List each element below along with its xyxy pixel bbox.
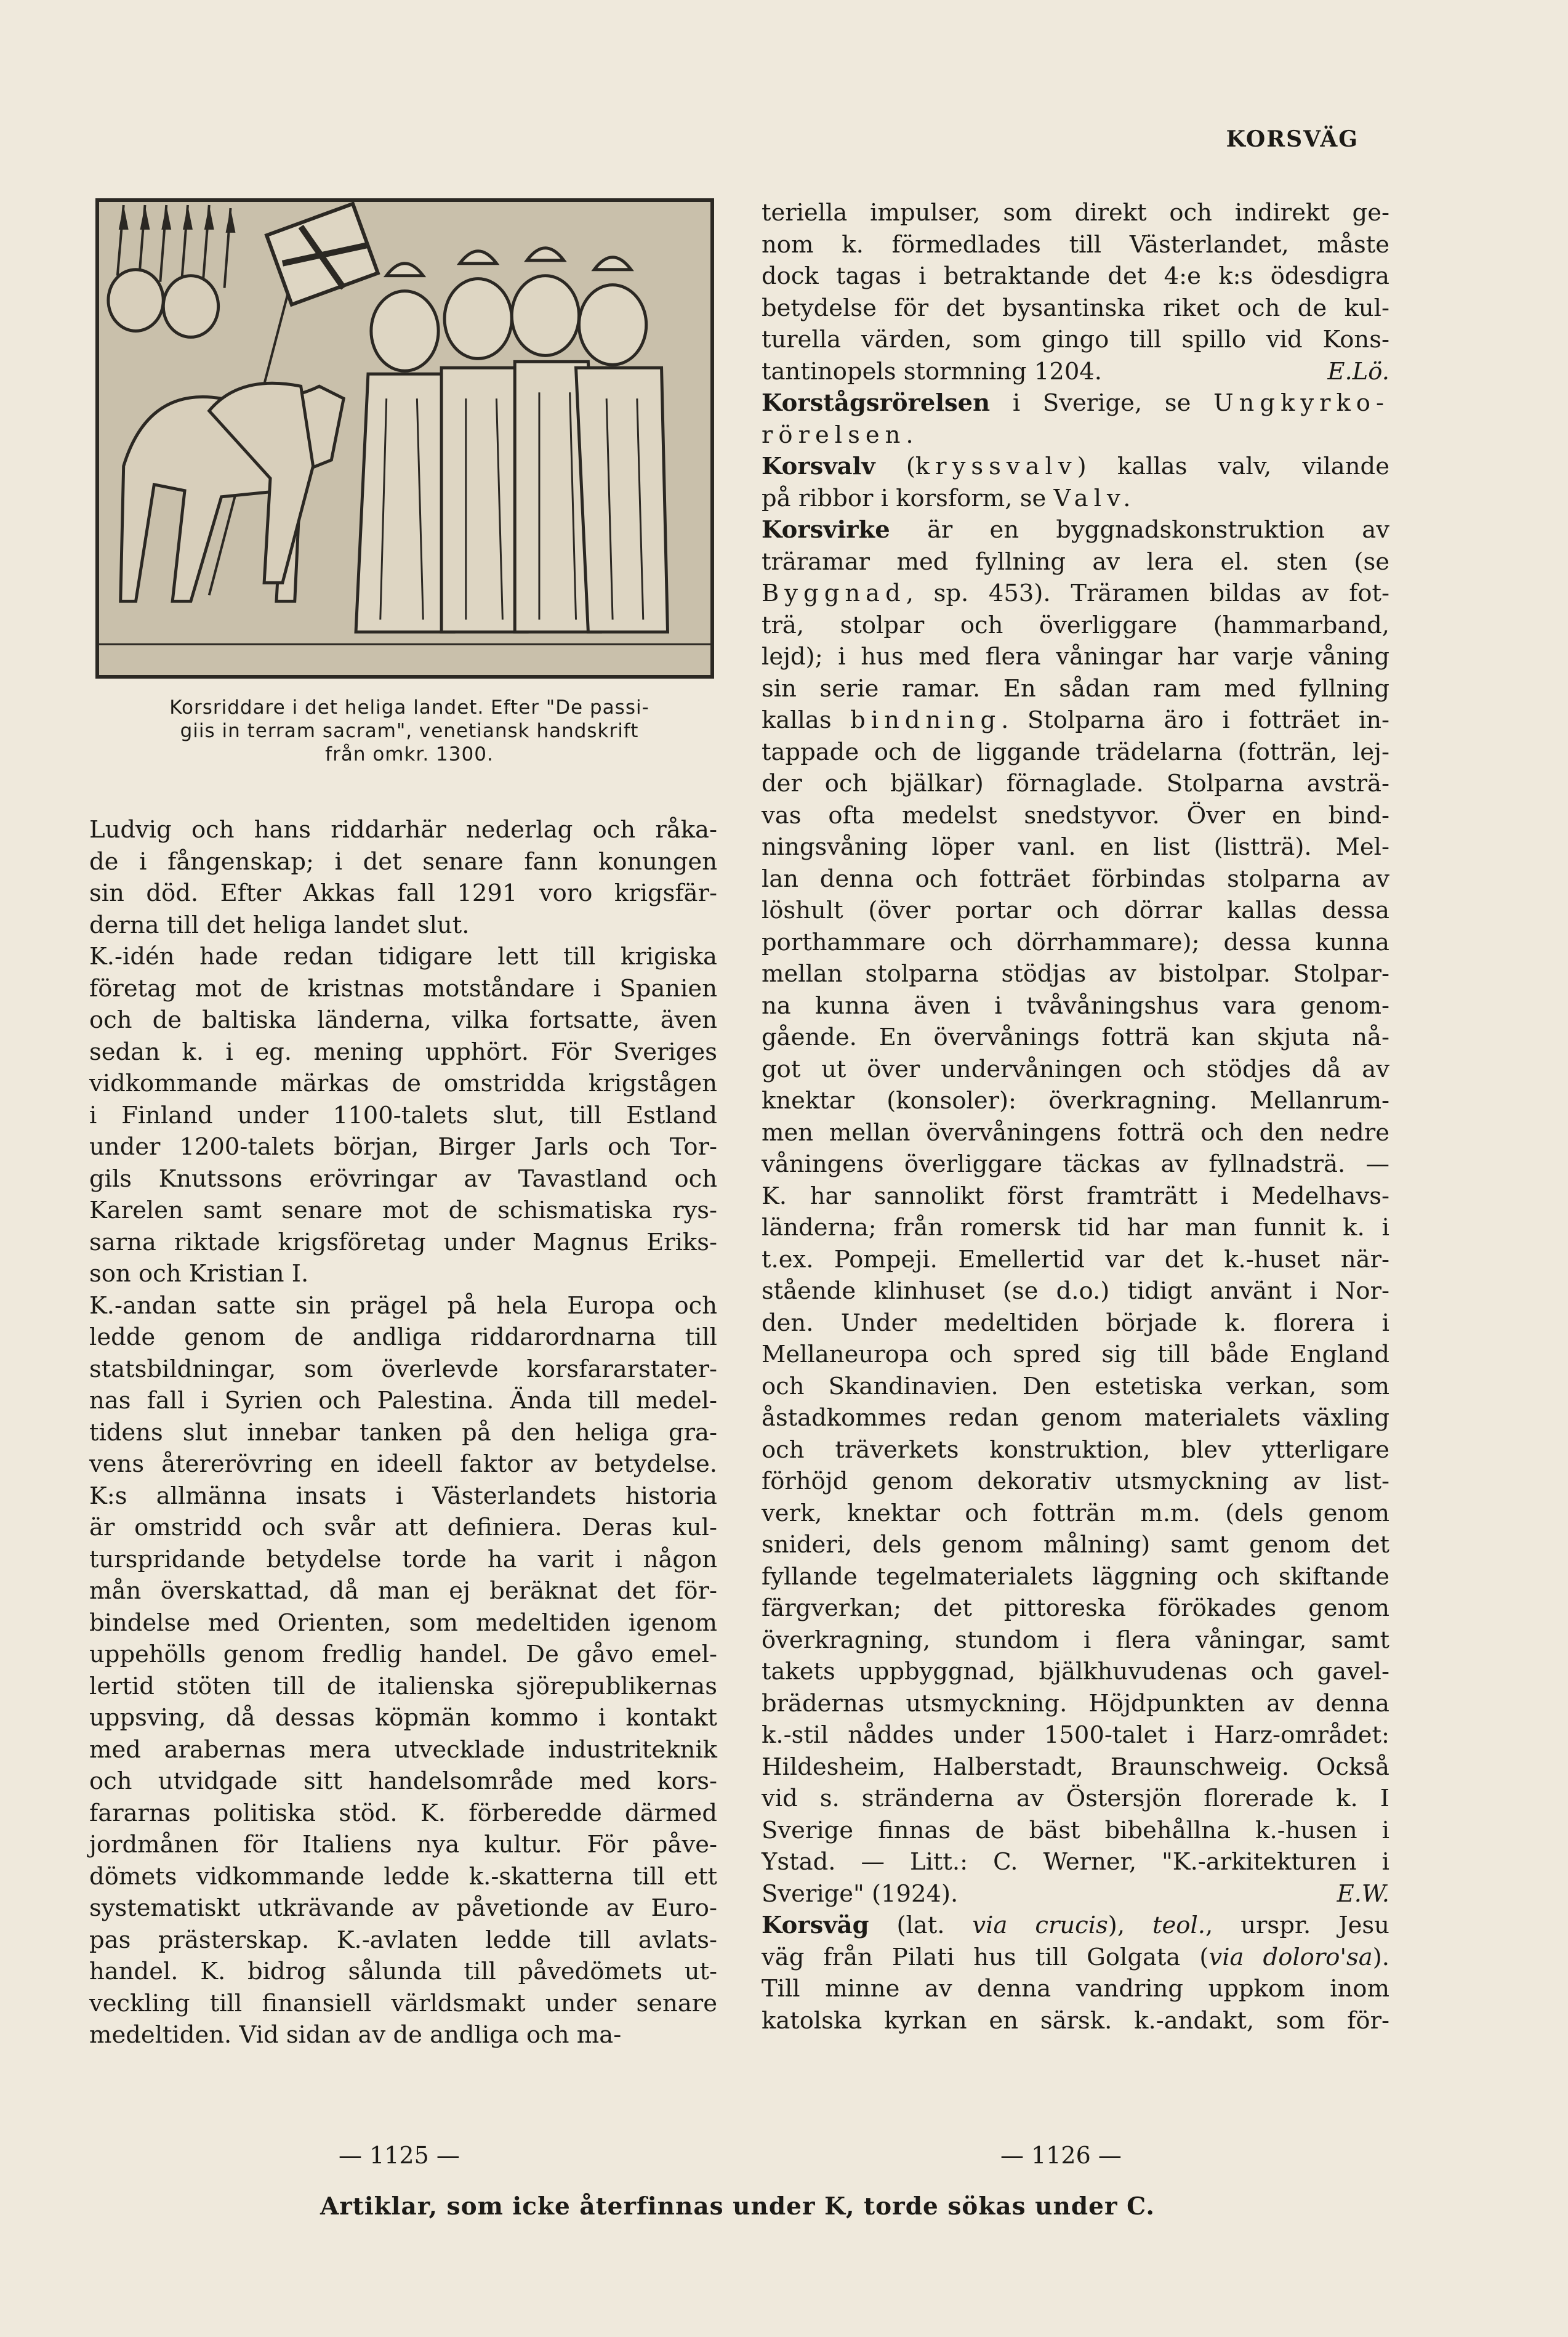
text-line: sniderі, dels genom målning) samt genom det [762, 1531, 1389, 1559]
cross-reference: Ungkyrko- [1213, 389, 1389, 417]
text-line: förhöjd genom dekorativ utsmyckning av list- [762, 1467, 1389, 1495]
cross-reference: Byggnad [762, 579, 906, 607]
text-line: tappade och de liggande trädelarna (fotträn, lej- [762, 738, 1389, 766]
text-line [762, 483, 1389, 515]
text-fragment: , sp. 453). Träramen bildas av fot- [906, 579, 1389, 607]
text-line: mån överskattad, då man ej beräknat det för- [89, 1577, 717, 1605]
text-line: fararnas politiska stöd. K. förberedde därmed [89, 1799, 717, 1827]
text-line: träramar med fyllning av lera el. sten (se [762, 547, 1389, 576]
text-fragment: . Stolparna äro i fotträet in- [1001, 706, 1389, 734]
entry-korsvirke [762, 514, 1389, 546]
text-fragment: är en byggnadskonstruktion av [890, 516, 1389, 544]
text-line: gils Knutssons erövringar av Tavastland och [89, 1164, 717, 1193]
text-line [762, 1942, 1389, 1974]
text-line: sin serie ramar. En sådan ram med fyllning [762, 674, 1389, 703]
text-line: mellan stolparna stödjas av bistolpar. Stolpar- [762, 960, 1389, 988]
text-line: Hildesheim, Halberstadt, Braunschweig. Också [762, 1753, 1389, 1781]
text-line [762, 1878, 1389, 1910]
text-line: åstadkommes redan genom materialets växling [762, 1404, 1389, 1432]
text-line: lertid stöten till de italienska sjörepublikernas [89, 1672, 717, 1700]
text-line: handel. K. bidrog sålunda till påvedömets ut- [89, 1958, 717, 1985]
text-line: turspridande betydelse torde ha varit i någon [89, 1545, 717, 1573]
spaced-term: bindning [850, 706, 1002, 734]
text-line: statsbildningar, som överlevde korsfararstater- [89, 1355, 717, 1383]
text-line: ledde genom de andliga riddarordnarna till [89, 1323, 717, 1351]
text-line [762, 419, 1389, 451]
footer-note: Artiklar, som icke återfinnas under K, torde sökas under C. [320, 2192, 1155, 2221]
text-line: Mellaneuropa och spred sig till både England [762, 1341, 1389, 1368]
text-line: våningens överliggare täckas av fyllnadsträ. — [762, 1150, 1389, 1178]
text-fragment: på ribbor i korsform, se [762, 484, 1054, 512]
text-line: företag mot de kristnas motståndare i Spanien [89, 974, 717, 1003]
text-line: t.ex. Pompeji. Emellertid var det k.-huset när- [762, 1245, 1389, 1273]
text-line: lejd); i hus med flera våningar har varje våning [762, 643, 1389, 671]
text-line: ningsvåning löper vanl. en list (listträ). Mel- [762, 833, 1389, 861]
text-line: länderna; från romersk tid har man funnit k. i [762, 1214, 1389, 1241]
text-fragment: väg från Pilati hus till Golgata ( [762, 1943, 1209, 1971]
text-line: överkragning, stundom i flera våningar, samt [762, 1626, 1389, 1654]
text-line: tidens slut innebar tanken på den heliga gra- [89, 1418, 717, 1447]
headword: Korsväg [762, 1911, 869, 1939]
caption-line: Korsriddare i det heliga landet. Efter "De passi- [169, 696, 649, 719]
text-fragment: ), [1108, 1911, 1153, 1939]
text-fragment: , urspr. Jesu [1205, 1911, 1389, 1939]
text-line: turella värden, som gingo till spillo vid Kons- [762, 326, 1389, 353]
text-fragment: i Sverige, se [990, 389, 1214, 417]
text-line: betydelse för det bysantinska riket och de kul- [762, 294, 1389, 322]
text-line: vidkommande märkas de omstridda krigstågen [89, 1070, 717, 1097]
text-line: med arabernas mera utvecklade industriteknik [89, 1735, 717, 1764]
text-line: K.-idén hade redan tidigare lett till krigiska [89, 943, 717, 971]
text-line: och träverkets konstruktion, blev ytterligare [762, 1435, 1389, 1464]
text-line: na kunna även i tvåvåningshus vara genom- [762, 991, 1389, 1020]
text-line: färgverkan; det pittoreska förökades genom [762, 1594, 1389, 1622]
text-line: bindelse med Orienten, som medeltiden igenom [89, 1608, 717, 1637]
text-line: gående. En övervånings fotträ kan skjuta nå- [762, 1023, 1389, 1051]
left-column [89, 814, 717, 2051]
signature: E.Lö. [1327, 357, 1389, 385]
text-line: stående klinhuset (se d.o.) tidigt använt i Nor- [762, 1277, 1389, 1305]
latin-term: via doloro'sa [1208, 1943, 1373, 1971]
text-line: de i fångenskap; i det senare fann konungen [89, 847, 717, 876]
text-line: dock tagas i betraktande det 4:e k:s ödesdigra [762, 262, 1389, 290]
text-fragment: kallas [762, 706, 851, 734]
text-line [762, 578, 1389, 610]
entry-korstagsrorelsen [762, 387, 1389, 419]
text-fragment: ) kallas valv, vilande [1077, 453, 1389, 480]
text-line: och de baltiska länderna, vilka fortsatte, även [89, 1006, 717, 1034]
text-line: vens återerövring en ideell faktor av betydelse. [89, 1450, 717, 1478]
text-line: medeltiden. Vid sidan av de andliga och ma- [89, 2021, 622, 2049]
headword: Korstågsrörelsen [762, 389, 991, 417]
text-line: K.-andan satte sin prägel på hela Europa och [89, 1291, 717, 1320]
text-line: teriella impulser, som direkt och indirekt ge- [762, 199, 1389, 227]
text-line: verk, knektar och fotträn m.m. (dels genom [762, 1499, 1389, 1527]
text-line: K. har sannolikt först framträtt i Medelhavs- [762, 1182, 1389, 1210]
text-line: nom k. förmedlades till Västerlandet, måste [762, 230, 1389, 259]
text-line: vas ofta medelst snedstyvor. Över en bind- [762, 801, 1389, 829]
text-line: knektar (konsoler): överkragning. Mellanrum- [762, 1087, 1389, 1115]
text-line: fyllande tegelmaterialets läggning och skiftande [762, 1562, 1389, 1591]
cross-reference: rörelsen. [762, 421, 919, 449]
page-number-left: — 1125 — [339, 2142, 460, 2169]
text-fragment: tantinopels stormning 1204. [762, 357, 1103, 385]
text-line: sarna riktade krigsföretag under Magnus Eriks- [89, 1228, 717, 1256]
text-line: systematiskt utkrävande av påvetionde av Euro- [89, 1894, 717, 1922]
text-line: got ut över undervåningen och stödjes då av [762, 1055, 1389, 1083]
text-line: men mellan övervåningens fotträ och den nedre [762, 1118, 1389, 1147]
text-line: brädernas utsmyckning. Höjdpunkten av denna [762, 1689, 1389, 1717]
signature: E.W. [1337, 1879, 1389, 1908]
text-line: nas fall i Syrien och Palestina. Ända till medel- [89, 1387, 717, 1415]
text-line: i Finland under 1100-talets slut, till Estland [89, 1101, 717, 1129]
text-line: sedan k. i eg. mening upphört. För Sveriges [89, 1038, 717, 1066]
text-fragment: (lat. [869, 1911, 973, 1939]
text-line: veckling till finansiell världsmakt under senare [89, 1989, 717, 2017]
text-line: vid s. stränderna av Östersjön florerade k. I [762, 1785, 1389, 1812]
abbreviation: teol. [1152, 1911, 1206, 1939]
text-line: Till minne av denna vandring uppkom inom [762, 1975, 1389, 2003]
text-line: lan denna och fotträet förbindas stolparna av [762, 865, 1389, 893]
text-line: son och Kristian I. [89, 1260, 309, 1288]
spaced-term: kryssvalv [915, 453, 1077, 480]
text-line: dömets vidkommande ledde k.-skatterna till ett [89, 1862, 717, 1891]
headword: Korsvalv [762, 453, 875, 480]
text-line: jordmånen för Italiens nya kultur. För påve- [89, 1831, 717, 1859]
text-line: der och bjälkar) förnaglade. Stolparna avsträ- [762, 770, 1389, 797]
entry-korsvalv [762, 451, 1389, 483]
text-line: takets uppbyggnad, bjälkhuvudenas och gavel- [762, 1658, 1389, 1685]
text-line: derna till det heliga landet slut. [89, 911, 470, 939]
figure-caption [105, 696, 714, 766]
text-line: och utvidgade sitt handelsområde med kors- [89, 1767, 717, 1795]
text-line: är omstridd och svår att definiera. Deras kul- [89, 1514, 717, 1541]
text-line: uppehölls genom fredlig handel. De gåvo emel- [89, 1641, 717, 1668]
crusaders-illustration-icon [99, 202, 710, 675]
text-line: K:s allmänna insats i Västerlandets historia [89, 1482, 717, 1510]
latin-term: via crucis [972, 1911, 1108, 1939]
text-line: Ystad. — Litt.: C. Werner, "K.-arkitekturen i [762, 1848, 1389, 1876]
entry-korsvag [762, 1910, 1389, 1942]
text-line: Sverige finnas de bäst bibehållna k.-husen i [762, 1816, 1389, 1844]
headword: Korsvirke [762, 516, 890, 544]
text-line: katolska kyrkan en särsk. k.-andakt, som för- [762, 2006, 1389, 2035]
text-line: trä, stolpar och överliggare (hammarband, [762, 611, 1389, 639]
text-line: pas prästerskap. K.-avlaten ledde till avlats- [89, 1926, 717, 1954]
running-head: KORSVÄG [1226, 126, 1359, 152]
text-line: sin död. Efter Akkas fall 1291 voro krigsfär- [89, 879, 717, 907]
page-number-right: — 1126 — [1000, 2142, 1122, 2169]
text-fragment: ( [875, 453, 915, 480]
text-fragment: ). [1372, 1943, 1390, 1971]
right-column [762, 197, 1389, 2036]
text-line [762, 356, 1389, 388]
text-line: och Skandinavien. Den estetiska verkan, som [762, 1372, 1389, 1400]
text-line: porthammare och dörrhammare); dessa kunna [762, 928, 1389, 956]
text-line: Karelen samt senare mot de schismatiska rys- [89, 1197, 717, 1224]
caption-line: från omkr. 1300. [325, 743, 494, 765]
text-line: löshult (över portar och dörrar kallas dessa [762, 897, 1389, 924]
text-line: Ludvig och hans riddarhär nederlag och råka- [89, 816, 717, 844]
text-line: k.-stil nåddes under 1500-talet i Harz-området: [762, 1721, 1389, 1749]
text-line: den. Under medeltiden började k. florera i [762, 1309, 1389, 1337]
text-line: under 1200-talets början, Birger Jarls och Tor- [89, 1133, 717, 1161]
illustration [95, 198, 714, 679]
text-line: uppsving, då dessas köpmän kommo i kontakt [89, 1704, 717, 1732]
cross-reference: Valv. [1053, 484, 1136, 512]
caption-line: giis in terram sacram", venetiansk handskrift [180, 720, 639, 742]
text-fragment: Sverige" (1924). [762, 1879, 959, 1908]
text-line [762, 704, 1389, 737]
